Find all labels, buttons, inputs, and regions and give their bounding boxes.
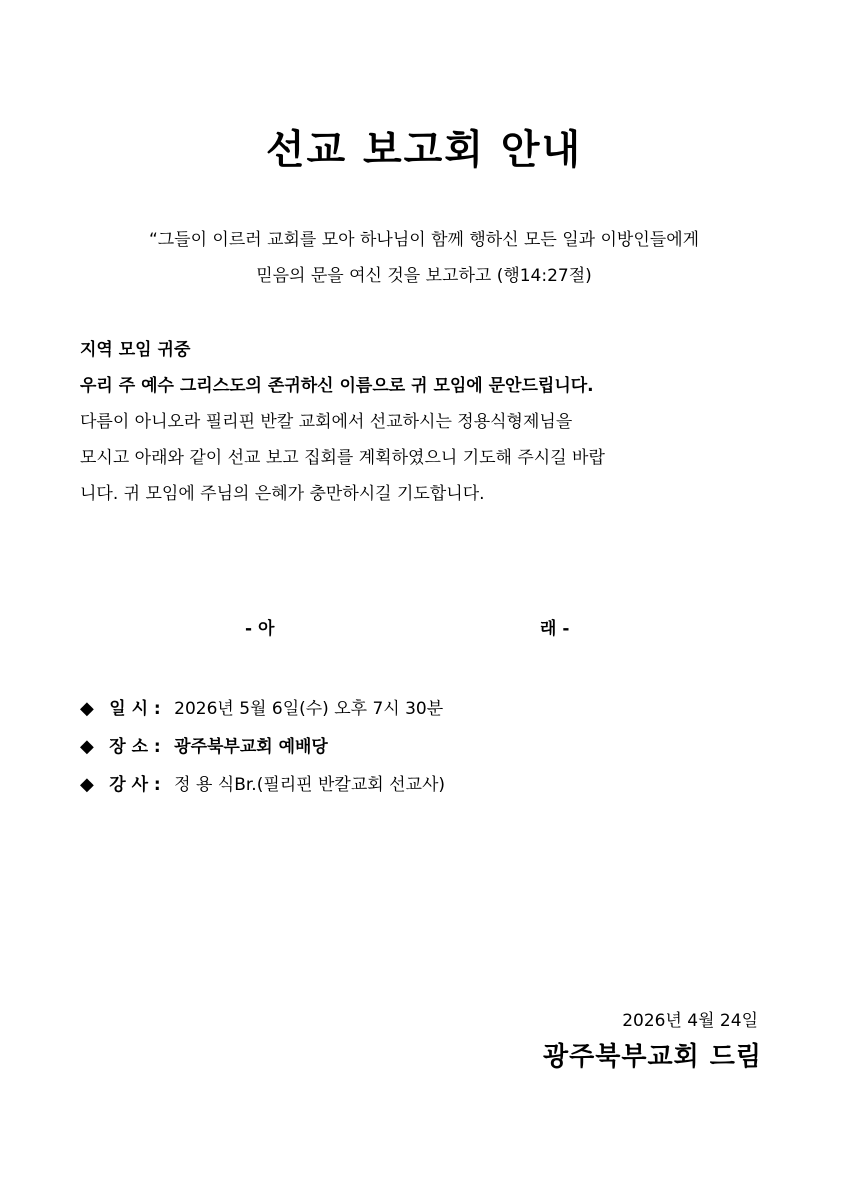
ara-heading-left: - 아: [245, 619, 275, 639]
signature: 광주북부교회 드림: [543, 1042, 762, 1072]
ara-heading-right: 래 -: [540, 619, 570, 639]
letter-date: 2026년 4월 24일: [622, 1011, 758, 1031]
verse-line-2: 믿음의 문을 여신 것을 보고하고 (행14:27절): [256, 266, 592, 286]
page-title: 선교 보고회 안내: [265, 127, 583, 173]
detail-value: 정 용 식Br.(필리핀 반칼교회 선교사): [174, 775, 446, 795]
body-line-1: 우리 주 예수 그리스도의 존귀하신 이름으로 귀 모임에 문안드립니다.: [80, 376, 594, 396]
greeting: 지역 모임 귀중: [80, 340, 191, 360]
detail-value: 광주북부교회 예배당: [174, 737, 328, 757]
detail-speaker: [80, 766, 780, 804]
scripture-verse: [60, 222, 788, 294]
diamond-bullet-icon: ◆: [80, 774, 94, 795]
detail-label: 강 사 :: [109, 775, 161, 795]
diamond-bullet-icon: ◆: [80, 736, 94, 757]
body-line-3: 모시고 아래와 같이 선교 보고 집회를 계획하였으니 기도해 주시길 바랍: [80, 448, 605, 468]
detail-location: [80, 728, 780, 766]
diamond-bullet-icon: ◆: [80, 698, 94, 719]
event-details: [80, 690, 780, 804]
detail-label: 일 시 :: [109, 699, 161, 719]
detail-datetime: [80, 690, 780, 728]
detail-label: 장 소 :: [109, 737, 161, 757]
verse-line-1: “그들이 이르러 교회를 모아 하나님이 함께 행하신 모든 일과 이방인들에게: [148, 230, 700, 250]
body-line-2: 다름이 아니오라 필리핀 반칼 교회에서 선교하시는 정용식형제님을: [80, 412, 573, 432]
body-line-4: 니다. 귀 모임에 주님의 은혜가 충만하시길 기도합니다.: [80, 484, 485, 504]
letter-body: [80, 332, 780, 512]
detail-value: 2026년 5월 6일(수) 오후 7시 30분: [174, 699, 444, 719]
